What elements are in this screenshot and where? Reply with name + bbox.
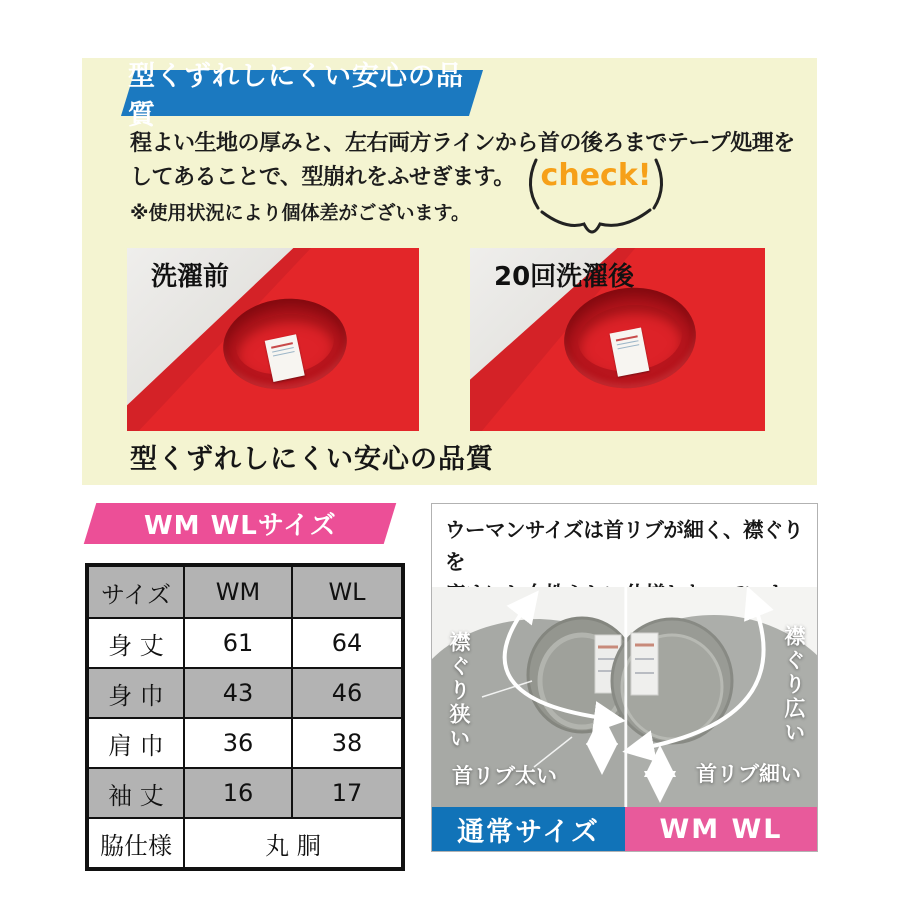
row-label: 身 巾: [87, 668, 184, 718]
table-row: [87, 768, 403, 818]
quality-banner: [121, 61, 483, 131]
row-label: 袖 丈: [87, 768, 184, 818]
neck-label-left: 襟ぐり狭い: [447, 631, 471, 751]
cell-value: 38: [292, 718, 403, 768]
row-label: 脇仕様: [87, 818, 184, 869]
banner-wm-wl: WM WL: [625, 807, 817, 851]
photo-label-before: 洗濯前: [151, 262, 230, 292]
womens-size-box: [431, 503, 818, 852]
header-wm: WM: [184, 565, 292, 618]
quality-description-line2: してあることで、型崩れをふせぎます。: [130, 165, 515, 190]
table-footer-row: [87, 818, 403, 869]
photo-after-wash: [470, 248, 765, 431]
table-header-row: [87, 565, 403, 618]
size-table: [85, 563, 405, 871]
table-row: [87, 618, 403, 668]
photo-before-wash: [127, 248, 419, 431]
size-banner: [84, 503, 397, 544]
womens-description-line1: ウーマンサイズは首リブが細く、襟ぐりを: [445, 518, 803, 574]
quality-panel: [82, 58, 817, 485]
quality-note: ※使用状況により個体差がございます。: [130, 202, 470, 224]
banner-normal-size: 通常サイズ: [432, 807, 625, 851]
collar-comparison-image: [432, 587, 817, 851]
check-label: check!: [540, 158, 652, 193]
cell-value: 丸 胴: [184, 818, 403, 869]
photo-label-after: 20回洗濯後: [494, 262, 635, 292]
table-row: [87, 718, 403, 768]
divider-line: [624, 587, 627, 807]
quality-caption: 型くずれしにくい安心の品質: [130, 444, 494, 475]
rib-label-right: 首リブ細い: [696, 762, 801, 786]
cell-value: 16: [184, 768, 292, 818]
table-row: [87, 668, 403, 718]
header-size: サイズ: [87, 565, 184, 618]
cell-value: 46: [292, 668, 403, 718]
cell-value: 64: [292, 618, 403, 668]
check-callout: [518, 148, 674, 234]
quality-banner-label: 型くずれしにくい安心の品質: [128, 61, 464, 131]
row-label: 肩 巾: [87, 718, 184, 768]
quality-description-line1: 程よい生地の厚みと、左右両方ラインから首の後ろまでテープ処理を: [130, 131, 795, 156]
header-wl: WL: [292, 565, 403, 618]
cell-value: 36: [184, 718, 292, 768]
cell-value: 17: [292, 768, 403, 818]
neck-label-right: 襟ぐり広い: [782, 625, 806, 745]
size-banner-label: WM WLサイズ: [143, 511, 337, 541]
row-label: 身 丈: [87, 618, 184, 668]
cell-value: 43: [184, 668, 292, 718]
cell-value: 61: [184, 618, 292, 668]
rib-label-left: 首リブ太い: [452, 764, 557, 788]
